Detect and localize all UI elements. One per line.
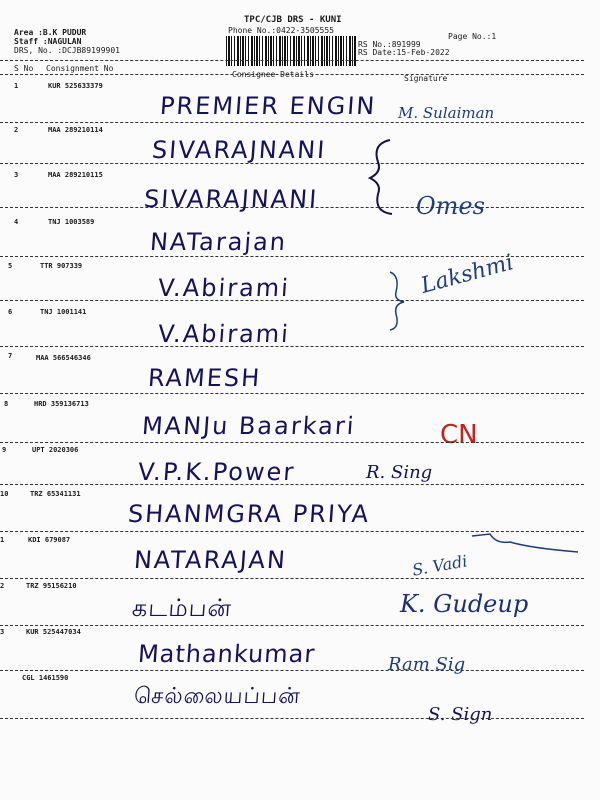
row-sno: 3 [0, 628, 5, 636]
signature-mark: CN [440, 420, 478, 450]
row-consignment: MAA 289210114 [48, 126, 103, 134]
row-divider [0, 442, 584, 443]
signature: R. Sing [366, 462, 433, 483]
row-consignment: HRD 359136713 [34, 400, 89, 408]
row-consignment: TRZ 95156210 [26, 582, 77, 590]
row-consignment: KUR 525633379 [48, 82, 103, 90]
row-sno: 2 [0, 582, 5, 590]
rs-number: RS No.:891999 [358, 40, 421, 49]
row-consignment: TNJ 1003589 [48, 218, 95, 226]
row-divider [0, 300, 584, 301]
signature: Omes [416, 192, 485, 220]
brace-mark [368, 136, 428, 216]
signature: M. Sulaiman [398, 104, 495, 122]
row-consignment: KDI 679087 [28, 536, 71, 544]
consignee-name: V.P.K.Power [137, 458, 297, 486]
row-consignment: CGL 1461590 [22, 674, 69, 682]
row-sno: 7 [8, 352, 13, 360]
area-label: Area :B.K PUDUR [14, 28, 87, 37]
col-consignment: Consignment No [46, 64, 114, 73]
consignee-name: Mathankumar [137, 640, 317, 668]
signature: K. Gudeup [400, 590, 529, 618]
row-sno: 2 [14, 126, 19, 134]
consignee-name: NATARAJAN [133, 546, 288, 574]
consignee-name: PREMIER ENGIN [159, 92, 378, 120]
row-divider [0, 670, 584, 671]
page-number: Page No.:1 [448, 32, 497, 41]
consignee-name: SHANMGRA PRIYA [127, 500, 372, 528]
consignee-name: கடம்பன் [131, 594, 233, 622]
row-consignment: TTR 907339 [40, 262, 83, 270]
signature: Lakshmi [418, 250, 517, 299]
phone-number: Phone No.:0422-3505555 [228, 26, 334, 35]
row-divider [0, 484, 584, 485]
row-divider [0, 393, 584, 394]
col-consignee: Consignee Details [232, 70, 314, 79]
consignee-name: SIVARAJNANI [143, 185, 320, 213]
row-divider [0, 163, 584, 164]
sheet-title: TPC/CJB DRS - KUNI [244, 15, 342, 25]
consignee-name: V.Abirami [157, 274, 291, 302]
drs-number: DRS, No. :DCJB89199901 [14, 46, 120, 55]
staff-label: Staff :NAGULAN [14, 37, 82, 46]
row-consignment: UPT 2020306 [32, 446, 79, 454]
row-sno: 1 [0, 536, 5, 544]
divider [0, 74, 584, 75]
rs-date: RS Date:15-Feb-2022 [358, 48, 450, 57]
row-sno: 4 [14, 218, 19, 226]
signature: Ram Sig [388, 654, 466, 675]
row-divider [0, 207, 584, 208]
consignee-name: NATarajan [149, 228, 289, 256]
row-divider [0, 122, 584, 123]
signature: S. Sign [428, 704, 493, 725]
row-sno: 8 [4, 400, 9, 408]
row-divider [0, 625, 584, 626]
consignee-name: செல்லையப்பன் [133, 684, 302, 709]
barcode [226, 36, 356, 66]
row-consignment: TNJ 1001141 [40, 308, 87, 316]
consignee-name: SIVARAJNANI [151, 136, 328, 164]
row-sno: 9 [2, 446, 7, 454]
divider [0, 60, 584, 61]
row-divider [0, 346, 584, 347]
row-sno: 1 [14, 82, 19, 90]
row-consignment: MAA 289210115 [48, 171, 103, 179]
col-signature: Signature [404, 74, 448, 83]
consignee-name: V.Abirami [157, 320, 291, 348]
consignee-name: MANJu Baarkari [141, 412, 357, 440]
row-consignment: TRZ 65341131 [30, 490, 81, 498]
row-consignment: KUR 525447034 [26, 628, 81, 636]
row-divider [0, 718, 584, 719]
row-sno: 6 [8, 308, 13, 316]
consignee-name: RAMESH [147, 364, 263, 392]
signature-stroke [470, 530, 580, 560]
row-sno: 5 [8, 262, 13, 270]
row-sno: 3 [14, 171, 19, 179]
col-sno: S No [14, 64, 34, 73]
row-sno: 10 [0, 490, 9, 498]
row-divider [0, 578, 584, 579]
row-consignment: MAA 566546346 [36, 354, 91, 362]
signature: S. Vadi [410, 551, 469, 580]
